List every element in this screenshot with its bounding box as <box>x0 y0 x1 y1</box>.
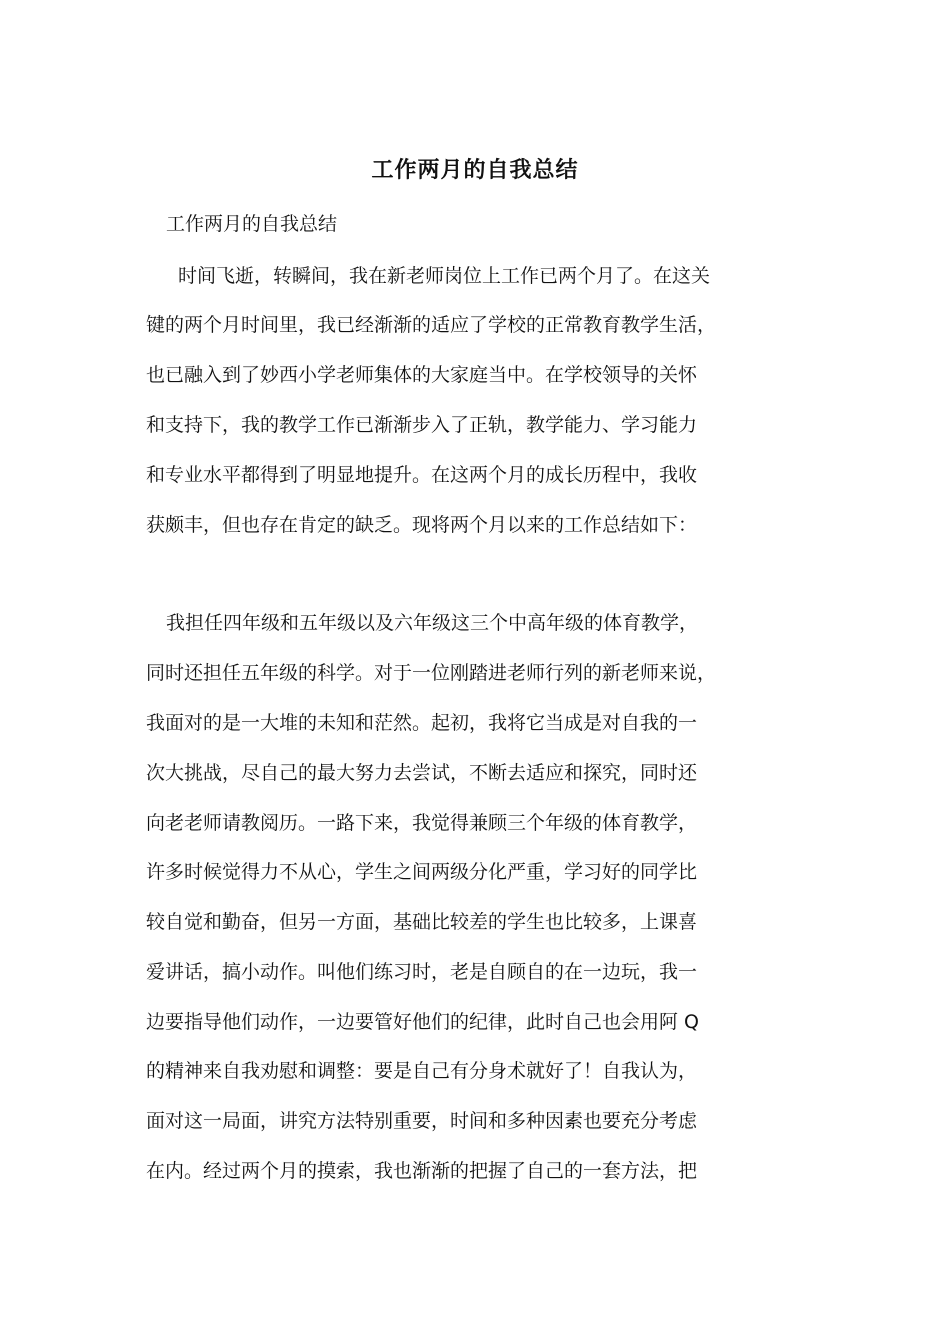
paragraph-2-line: 面对这一局面，讲究方法特别重要，时间和多种因素也要充分考虑 <box>146 1110 698 1132</box>
paragraph-2-line: 许多时候觉得力不从心，学生之间两级分化严重，学习好的同学比 <box>146 861 698 883</box>
paragraph-2-line: 我面对的是一大堆的未知和茫然。起初，我将它当成是对自我的一 <box>146 712 698 734</box>
paragraph-1-line: 获颇丰，但也存在肯定的缺乏。现将两个月以来的工作总结如下： <box>146 514 698 536</box>
document-title: 工作两月的自我总结 <box>371 158 579 183</box>
paragraph-2-line: 的精神来自我劝慰和调整：要是自己有分身术就好了！自我认为， <box>146 1060 698 1082</box>
paragraph-1-line: 和支持下，我的教学工作已渐渐步入了正轨，教学能力、学习能力 <box>146 414 698 436</box>
paragraph-2-line: 次大挑战，尽自己的最大努力去尝试，不断去适应和探究，同时还 <box>146 762 698 784</box>
paragraph-2-line: 爱讲话，搞小动作。叫他们练习时，老是自顾自的在一边玩，我一 <box>146 961 698 983</box>
paragraph-1-line: 和专业水平都得到了明显地提升。在这两个月的成长历程中，我收 <box>146 464 698 486</box>
document-subtitle: 工作两月的自我总结 <box>166 213 338 235</box>
paragraph-2-line: 在内。经过两个月的摸索，我也渐渐的把握了自己的一套方法，把 <box>146 1160 698 1182</box>
paragraph-2-line: 同时还担任五年级的科学。对于一位刚踏进老师行列的新老师来说， <box>146 662 717 684</box>
paragraph-1-line: 键的两个月时间里，我已经渐渐的适应了学校的正常教育教学生活， <box>146 314 717 336</box>
paragraph-2-line: 较自觉和勤奋，但另一方面，基础比较差的学生也比较多，上课喜 <box>146 911 698 933</box>
paragraph-1-line: 时间飞逝，转瞬间，我在新老师岗位上工作已两个月了。在这关 <box>178 265 711 287</box>
paragraph-2-line: 我担任四年级和五年级以及六年级这三个中高年级的体育教学， <box>166 612 699 634</box>
paragraph-1-line: 也已融入到了妙西小学老师集体的大家庭当中。在学校领导的关怀 <box>146 364 698 386</box>
paragraph-2-line: 边要指导他们动作，一边要管好他们的纪律，此时自己也会用阿 Q <box>146 1011 699 1033</box>
paragraph-2-line: 向老老师请教阅历。一路下来，我觉得兼顾三个年级的体育教学， <box>146 812 698 834</box>
